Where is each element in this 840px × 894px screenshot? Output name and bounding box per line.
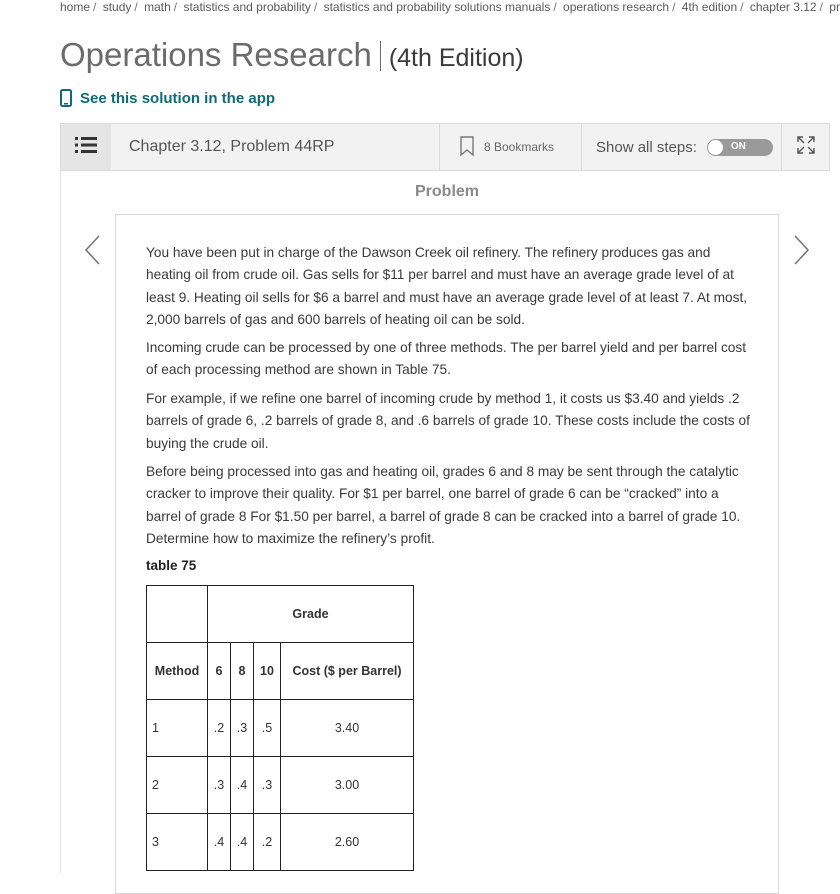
breadcrumb-study[interactable]: study	[102, 0, 132, 14]
breadcrumb-problem[interactable]: pr	[829, 0, 840, 14]
table-cell: .3	[231, 700, 254, 757]
table-header-row	[147, 586, 414, 643]
bookmark-icon	[460, 136, 484, 159]
table-cell: 2.60	[281, 814, 414, 871]
book-edition: (4th Edition)	[388, 44, 524, 72]
table-header-cell: 10	[254, 643, 281, 700]
bookmark-count: 8 Bookmarks	[484, 140, 555, 154]
show-steps-label: Show all steps:	[596, 138, 697, 156]
table-of-contents-button[interactable]	[61, 124, 111, 170]
problem-paragraph: For example, if we refine one barrel of incoming crude by method 1, it costs us $3.40 and yields .2 barrels of grade 6, .2 barrels of grade 8, and .6 barrels of grade 10. These costs include the costs of buying the crude oil.	[146, 391, 750, 451]
problem-paragraph: Before being processed into gas and heating oil, grades 6 and 8 may be sent through the catalytic cracker to improve their quality. For $1 per barrel, one barrel of grade 6 can be “cracked” into a barrel of grade 8 For $1.50 per barrel, a barrel of grade 8 can be cracked into a barrel of grade 10. Determine how to maximize the refinery’s profit.	[146, 464, 741, 546]
table-cell: .5	[254, 700, 281, 757]
next-arrow[interactable]	[791, 234, 811, 266]
breadcrumb-edition[interactable]: 4th edition	[681, 0, 738, 14]
breadcrumb-statistics[interactable]: statistics and probability	[183, 0, 311, 14]
table-cell: .4	[231, 814, 254, 871]
grade-header: Grade	[208, 586, 414, 643]
breadcrumb-operations-research[interactable]: operations research	[563, 0, 670, 14]
chapter-problem-label: Chapter 3.12, Problem 44RP	[129, 138, 335, 155]
toggle-state: ON	[730, 140, 746, 152]
table-header-cell: 6	[208, 643, 231, 700]
previous-arrow[interactable]	[83, 234, 103, 266]
table-header-cell: Method	[147, 643, 208, 700]
table-label: table 75	[146, 558, 197, 573]
breadcrumb-home[interactable]: home	[60, 0, 91, 14]
show-steps-toggle[interactable]	[707, 139, 773, 156]
problem-paragraph: Incoming crude can be processed by one of three methods. The per barrel yield and per barrel cost of each processing method are shown in Table 75.	[146, 340, 747, 378]
breadcrumb: home / study / math / statistics and probability / statistics and probability solutions manuals / operations research / 4th edition / chapter 3.12 / pr	[60, 0, 840, 14]
list-icon	[75, 136, 97, 159]
expand-icon	[796, 135, 816, 160]
bookmark-button[interactable]	[439, 124, 581, 170]
table-cell: 3.40	[281, 700, 414, 757]
table-cell: .3	[254, 757, 281, 814]
chevron-left-icon	[83, 253, 103, 270]
table-header-cell: 8	[231, 643, 254, 700]
expand-button[interactable]	[781, 124, 829, 170]
table-cell	[147, 586, 208, 643]
problem-paragraph: You have been put in charge of the Dawson Creek oil refinery. The refinery produces gas and heating oil from crude oil. Gas sells for $11 per barrel and must have an average grade level of at least 9. Heating oil sells for $6 a barrel and must have an average grade level of at least 7. At most, 2,000 barrels of gas and 600 barrels of heating oil can be sold.	[146, 245, 748, 327]
table-cell: 2	[147, 757, 208, 814]
table-row	[147, 757, 414, 814]
table-cell: .2	[208, 700, 231, 757]
page-title	[60, 36, 524, 74]
problem-heading: Problem	[415, 183, 480, 200]
table-cell: 3.00	[281, 757, 414, 814]
table-cell: .4	[231, 757, 254, 814]
see-in-app-link[interactable]	[60, 87, 275, 109]
breadcrumb-solutions-manuals[interactable]: statistics and probability solutions manuals	[323, 0, 551, 14]
table-cell: .2	[254, 814, 281, 871]
table-cell: 3	[147, 814, 208, 871]
breadcrumb-math[interactable]: math	[144, 0, 171, 14]
data-table	[146, 585, 414, 871]
chevron-right-icon	[791, 253, 811, 270]
table-row	[147, 700, 414, 757]
toggle-knob	[708, 140, 723, 155]
table-header-row	[147, 643, 414, 700]
table-header-cell: Cost ($ per Barrel)	[281, 643, 414, 700]
phone-icon	[60, 89, 72, 107]
show-all-steps	[581, 124, 781, 170]
see-in-app-label: See this solution in the app	[80, 89, 276, 107]
table-row	[147, 814, 414, 871]
title-divider	[380, 41, 381, 71]
solution-toolbar	[60, 123, 830, 171]
table-cell: .3	[208, 757, 231, 814]
table-cell: 1	[147, 700, 208, 757]
book-title: Operations Research	[60, 36, 372, 73]
breadcrumb-chapter[interactable]: chapter 3.12	[749, 0, 817, 14]
table-cell: .4	[208, 814, 231, 871]
